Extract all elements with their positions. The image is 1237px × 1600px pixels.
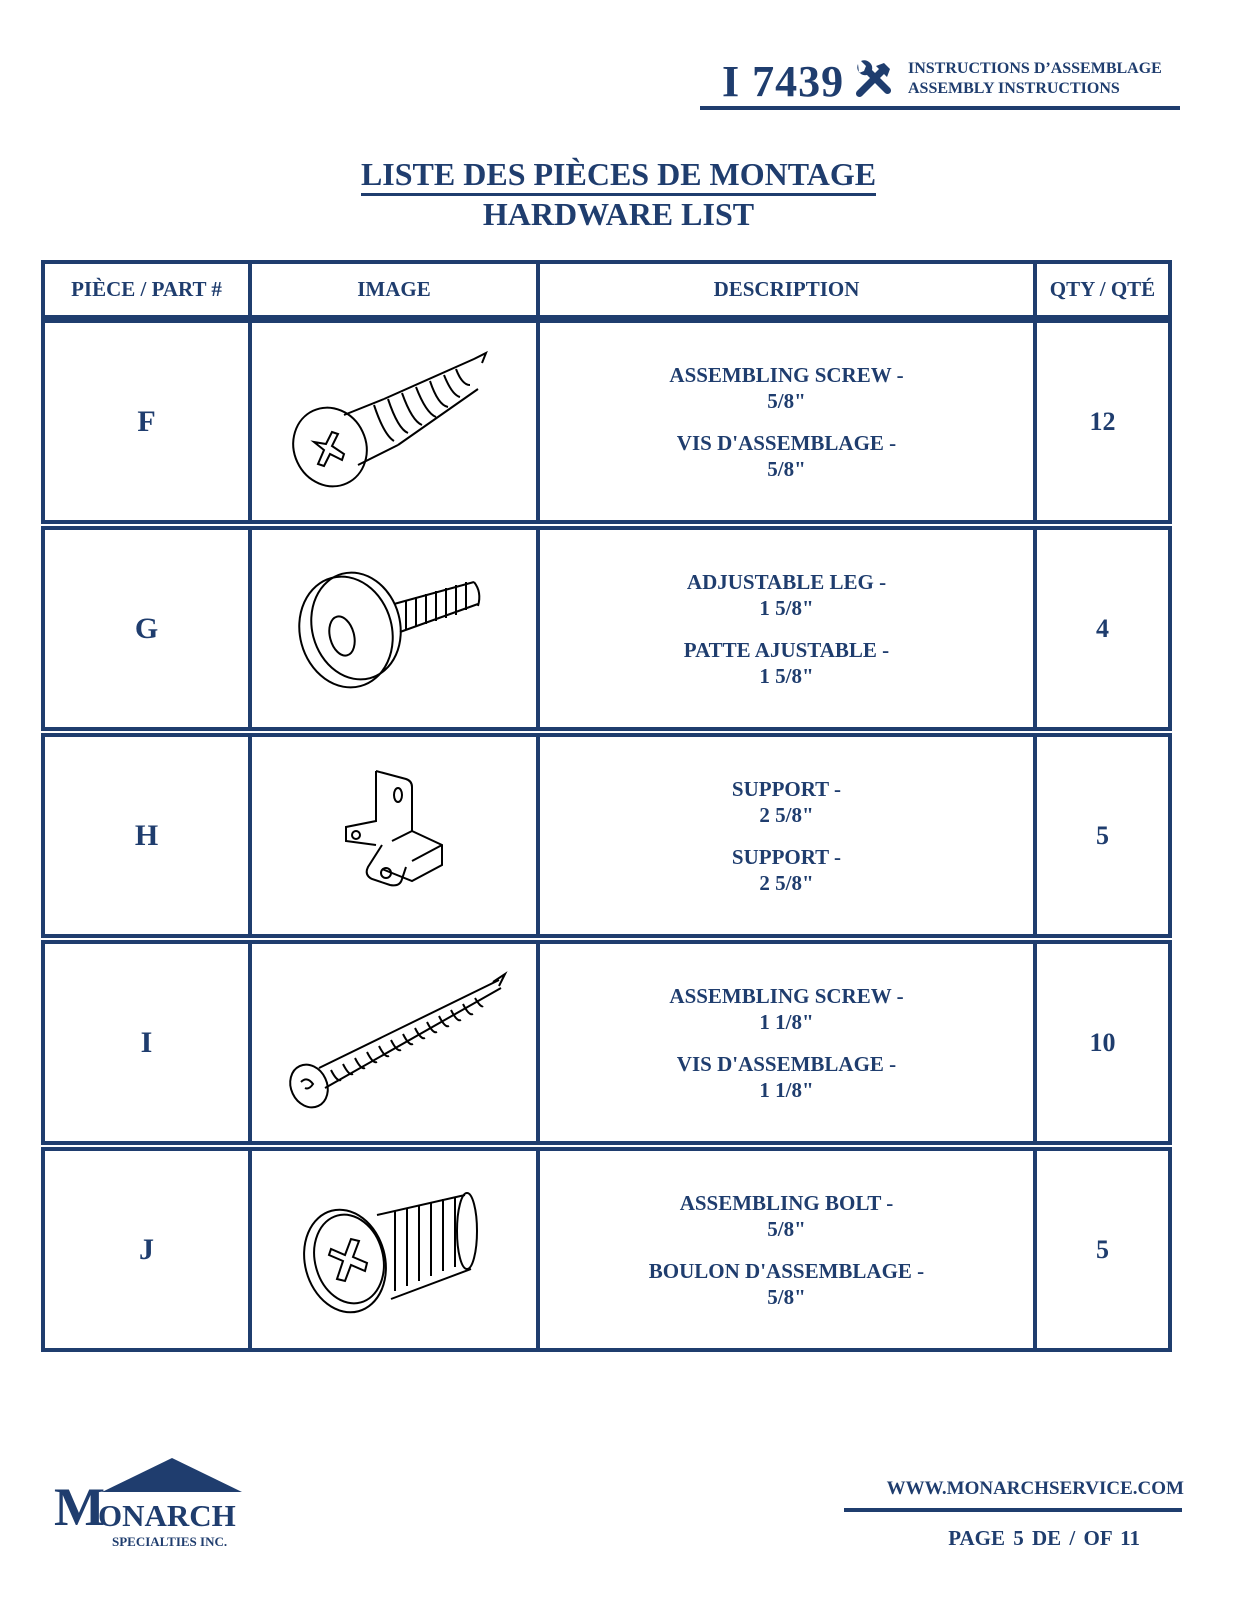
roof-icon — [102, 1458, 242, 1492]
part-letter: F — [41, 319, 252, 524]
long-screw-icon — [279, 968, 509, 1118]
description-fr-size: 5/8" — [767, 456, 806, 481]
assembling-bolt-icon — [299, 1175, 489, 1325]
part-letter: G — [41, 526, 252, 731]
logo-initial: M — [54, 1477, 105, 1537]
description-fr-size: 2 5/8" — [759, 870, 814, 895]
description-en-line: ASSEMBLING SCREW - — [669, 983, 904, 1008]
description-en-size: 1 5/8" — [759, 595, 814, 620]
title-english: HARDWARE LIST — [482, 196, 755, 232]
part-description — [536, 319, 1037, 524]
tools-icon — [852, 60, 894, 102]
description-fr-line: VIS D'ASSEMBLAGE - — [676, 1051, 897, 1076]
part-image — [248, 1147, 540, 1352]
part-quantity: 5 — [1033, 733, 1172, 938]
part-description — [536, 1147, 1037, 1352]
header-qty: QTY / QTÉ — [1033, 260, 1172, 319]
website-rule — [844, 1508, 1182, 1512]
description-en-size: 2 5/8" — [759, 802, 814, 827]
description-en-size: 1 1/8" — [759, 1009, 814, 1034]
header-rule — [700, 106, 1180, 110]
description-en-size: 5/8" — [767, 1216, 806, 1241]
description-en-size: 5/8" — [767, 388, 806, 413]
part-image — [248, 526, 540, 731]
part-letter: I — [41, 940, 252, 1145]
part-letter: H — [41, 733, 252, 938]
document-header — [700, 56, 1180, 112]
document-number: I 7439 — [722, 57, 845, 106]
title-french-text: LISTE DES PIÈCES DE MONTAGE — [361, 156, 876, 196]
description-en-line: ASSEMBLING BOLT - — [679, 1190, 894, 1215]
logo-subtitle: SPECIALTIES INC. — [112, 1534, 228, 1549]
page-number: PAGE 5 DE / OF 11 — [948, 1526, 1140, 1550]
website-link[interactable]: WWW.MONARCHSERVICE.COM — [886, 1478, 1184, 1499]
title-french — [0, 156, 1237, 193]
header-part: PIÈCE / PART # — [41, 260, 252, 319]
description-fr-line: VIS D'ASSEMBLAGE - — [676, 430, 897, 455]
pan-head-screw-icon — [284, 347, 504, 497]
support-bracket-icon — [334, 761, 454, 911]
part-quantity: 5 — [1033, 1147, 1172, 1352]
header-image: IMAGE — [248, 260, 540, 319]
part-image — [248, 940, 540, 1145]
part-description — [536, 526, 1037, 731]
instructions-english: ASSEMBLY INSTRUCTIONS — [908, 80, 1120, 97]
monarch-logo — [52, 1458, 252, 1548]
logo-wordmark: ONARCH — [98, 1498, 236, 1533]
part-quantity: 4 — [1033, 526, 1172, 731]
instructions-french: INSTRUCTIONS D’ASSEMBLAGE — [908, 60, 1162, 77]
part-quantity: 10 — [1033, 940, 1172, 1145]
description-fr-size: 5/8" — [767, 1284, 806, 1309]
description-fr-line: SUPPORT - — [731, 844, 842, 869]
part-image — [248, 319, 540, 524]
adjustable-leg-icon — [294, 554, 494, 704]
header-description: DESCRIPTION — [536, 260, 1037, 319]
description-en-line: ASSEMBLING SCREW - — [669, 362, 904, 387]
part-quantity: 12 — [1033, 319, 1172, 524]
description-fr-size: 1 1/8" — [759, 1077, 814, 1102]
description-en-line: SUPPORT - — [731, 776, 842, 801]
part-description — [536, 940, 1037, 1145]
part-letter: J — [41, 1147, 252, 1352]
description-fr-line: PATTE AJUSTABLE - — [683, 637, 890, 662]
description-fr-line: BOULON D'ASSEMBLAGE - — [648, 1258, 925, 1283]
part-description — [536, 733, 1037, 938]
description-fr-size: 1 5/8" — [759, 663, 814, 688]
description-en-line: ADJUSTABLE LEG - — [686, 569, 887, 594]
part-image — [248, 733, 540, 938]
